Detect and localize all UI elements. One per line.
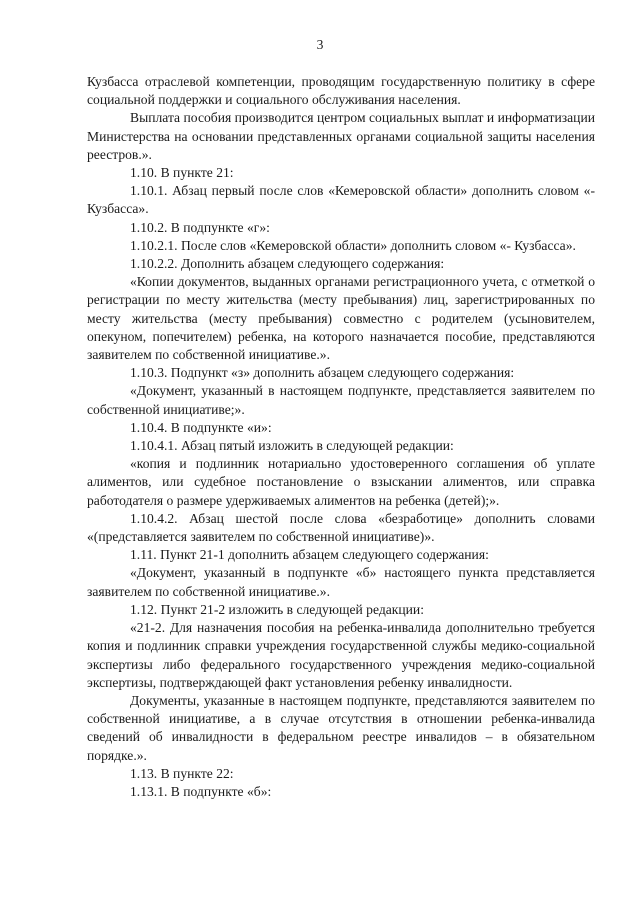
paragraph: «Копии документов, выданных органами регистрационного учета, с отметкой о регистрации по месту жительства (месту пребывания) лиц, зарегистрированных по месту жительства (месту пребывания) совместно с родителем (усыновителем, опекуном, попечителем) ребенка, на которого назначается пособие, представляются заявителем по собственной инициативе.». <box>87 274 595 363</box>
paragraph: 1.11. Пункт 21-1 дополнить абзацем следующего содержания: <box>130 547 489 563</box>
paragraph: «Документ, указанный в подпункте «б» настоящего пункта представляется заявителем по собственной инициативе.». <box>87 565 595 599</box>
paragraph: 1.10.3. Подпункт «з» дополнить абзацем следующего содержания: <box>130 365 515 381</box>
paragraph: 1.10.4.1. Абзац пятый изложить в следующей редакции: <box>130 438 454 454</box>
paragraph: Документы, указанные в настоящем подпункте, представляются заявителем по собственной инициативе, а в случае отсутствия в отношении ребенка-инвалида сведений об инвалидности в федеральном реестре инвалидов – в обязательном порядке.». <box>87 692 595 763</box>
document-body <box>87 73 595 801</box>
paragraph: 1.13. В пункте 22: <box>130 765 234 781</box>
paragraph: «копия и подлинник нотариально удостоверенного соглашения об уплате алиментов, или судебное постановление о взыскании алиментов, или справка работодателя о размере удерживаемых алиментов на ребенка (детей);». <box>87 456 595 508</box>
paragraph: «21-2. Для назначения пособия на ребенка-инвалида дополнительно требуется копия и подлинник справки учреждения государственной службы медико-социальной экспертизы либо федерального государственного учреждения медико-социальной экспертизы, подтверждающей факт установления ребенку инвалидности. <box>87 620 595 690</box>
page-number: 3 <box>316 37 324 52</box>
paragraph: 1.10.2.2. Дополнить абзацем следующего содержания: <box>130 256 445 272</box>
paragraph: «Документ, указанный в настоящем подпункте, представляется заявителем по собственной инициативе;». <box>87 383 595 417</box>
paragraph: Выплата пособия производится центром социальных выплат и информатизации Министерства на основании представленных органами социальной защиты населения реестров.». <box>87 110 595 162</box>
paragraph: 1.10.2.1. После слов «Кемеровской области» дополнить словом «- Кузбасса». <box>130 237 576 253</box>
paragraph: 1.10.2. В подпункте «г»: <box>130 219 270 235</box>
paragraph: 1.10.4. В подпункте «и»: <box>130 419 272 435</box>
paragraph: Кузбасса отраслевой компетенции, проводящим государственную политику в сфере социальной поддержки и социального обслуживания населения. <box>87 74 595 108</box>
paragraph: 1.12. Пункт 21-2 изложить в следующей редакции: <box>130 601 424 617</box>
paragraph: 1.10. В пункте 21: <box>130 165 234 181</box>
paragraph: 1.13.1. В подпункте «б»: <box>130 783 272 799</box>
paragraph: 1.10.1. Абзац первый после слов «Кемеровской области» дополнить словом «- Кузбасса». <box>87 183 595 217</box>
paragraph: 1.10.4.2. Абзац шестой после слова «безработице» дополнить словами «(представляется заявителем по собственной инициативе)». <box>87 510 595 545</box>
